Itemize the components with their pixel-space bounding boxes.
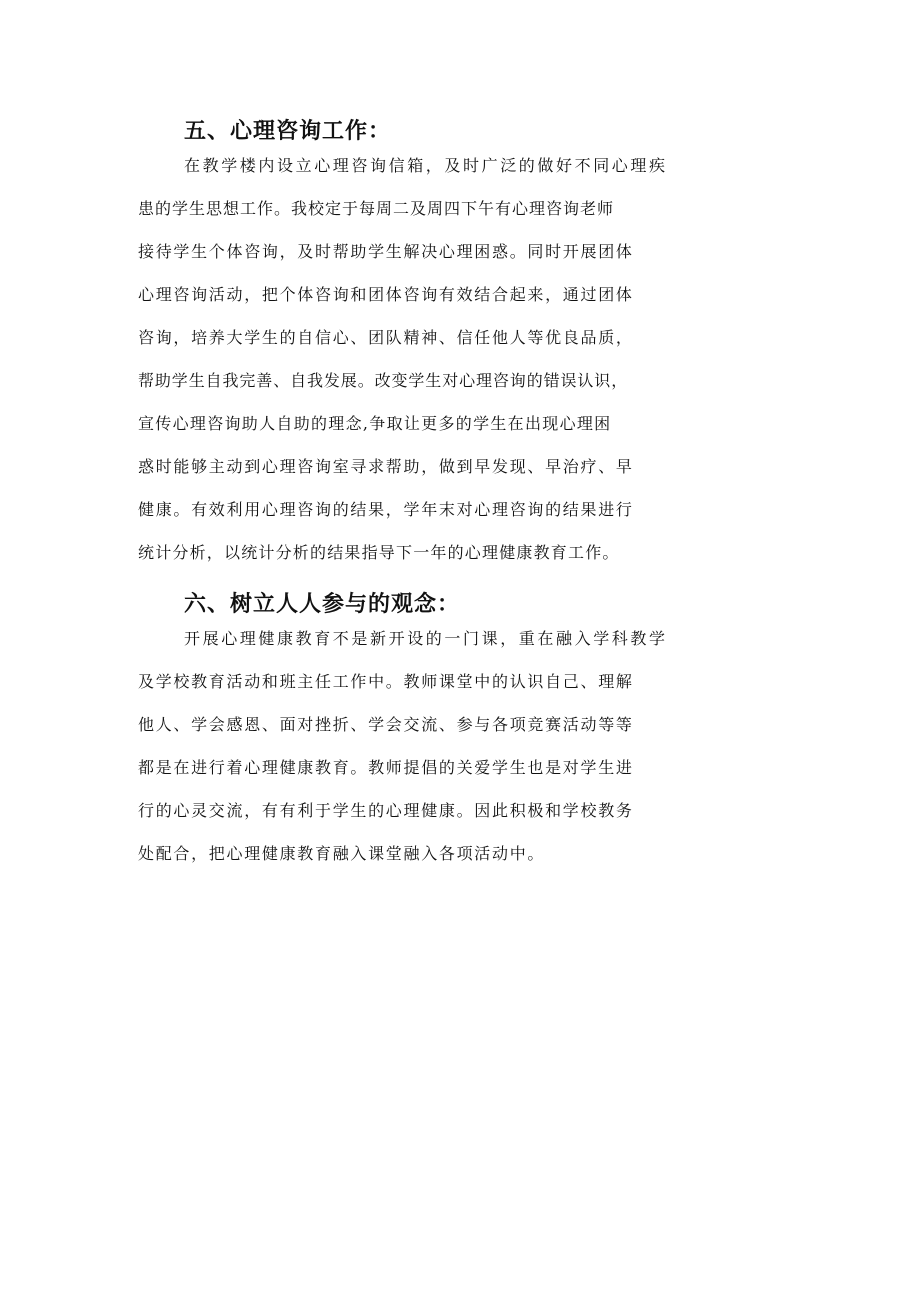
section-5-paragraph: [138, 153, 798, 583]
section-heading-6: 六、树立人人参与的观念：: [184, 592, 461, 617]
paragraph-line: 健康。有效利用心理咨询的结果，学年末对心理咨询的结果进行: [138, 500, 634, 519]
paragraph-line: 处配合，把心理健康教育融入课堂融入各项活动中。: [138, 844, 546, 863]
paragraph-line: 宣传心理咨询助人自助的理念,争取让更多的学生在出现心理困: [138, 414, 612, 433]
paragraph-line: 心理咨询活动，把个体咨询和团体咨询有效结合起来，通过团体: [138, 285, 634, 304]
paragraph-line: 惑时能够主动到心理咨询室寻求帮助，做到早发现、早治疗、早: [138, 457, 634, 476]
paragraph-line: 接待学生个体咨询，及时帮助学生解决心理困惑。同时开展团体: [138, 242, 634, 261]
paragraph-line: 咨询，培养大学生的自信心、团队精神、信任他人等优良品质，: [138, 328, 634, 347]
paragraph-line: 统计分析，以统计分析的结果指导下一年的心理健康教育工作。: [138, 543, 620, 562]
paragraph-line: 都是在进行着心理健康教育。教师提倡的关爱学生也是对学生进: [138, 758, 634, 777]
paragraph-line: 在教学楼内设立心理咨询信箱，及时广泛的做好不同心理疾: [184, 156, 668, 175]
paragraph-line: 行的心灵交流，有有利于学生的心理健康。因此积极和学校教务: [138, 801, 634, 820]
paragraph-line: 及学校教育活动和班主任工作中。教师课堂中的认识自己、理解: [138, 672, 634, 691]
paragraph-line: 他人、学会感恩、面对挫折、学会交流、参与各项竞赛活动等等: [138, 715, 634, 734]
paragraph-line: 患的学生思想工作。我校定于每周二及周四下午有心理咨询老师: [138, 199, 615, 218]
section-6-paragraph: [138, 626, 798, 884]
document-page: [138, 110, 798, 884]
section-heading-5: 五、心理咨询工作：: [184, 119, 392, 144]
paragraph-line: 开展心理健康教育不是新开设的一门课，重在融入学科教学: [184, 629, 668, 648]
paragraph-line: 帮助学生自我完善、自我发展。改变学生对心理咨询的错误认识，: [138, 371, 629, 390]
